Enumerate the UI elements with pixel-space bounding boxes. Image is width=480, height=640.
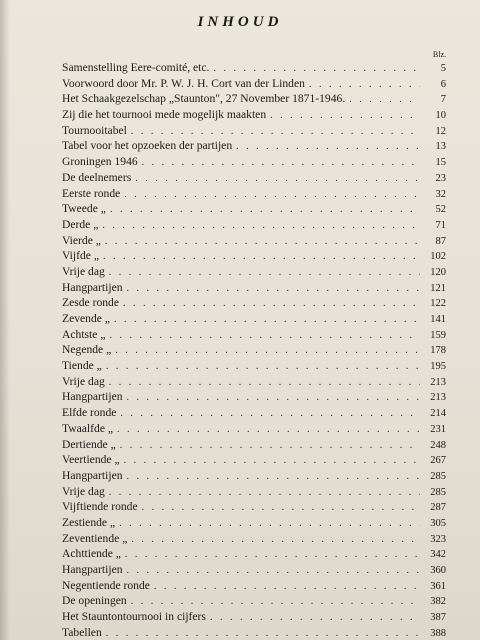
toc-entry-title: Zij die het tournooi mede mogelijk maakten [62,108,267,122]
toc-entry-page: 360 [430,565,446,576]
dot-leader [135,171,420,187]
toc-entry-page: 52 [435,204,446,216]
toc-entry [62,186,446,202]
toc-entry [62,107,446,123]
toc-entry [62,625,446,640]
toc-entry-page: 15 [435,157,446,169]
toc-entry-page: 71 [435,219,446,231]
toc-entry-title: Samenstelling Eere-comité, etc. [62,61,210,74]
toc-entry-page: 7 [440,94,446,106]
toc-entry-page: 122 [430,298,446,310]
dot-leader [142,155,420,171]
toc-entry-title: Het Schaakgezelschap „Staunton", 27 November 1871-1946. [62,92,346,106]
dot-leader [106,626,420,640]
toc-entry-title: Zesde ronde [62,296,119,310]
dot-leader [102,218,420,234]
dot-leader [349,92,420,108]
toc-entry [62,76,446,92]
toc-entry-page: 214 [430,408,446,420]
toc-entry [62,468,446,484]
toc-entry-title: Vierde „ [62,233,101,247]
toc-entry [62,264,446,280]
toc-entry-title: Tiende „ [62,359,102,373]
toc-entry-page: 213 [430,376,446,388]
toc-entry-page: 10 [435,110,446,122]
toc-entry-title: Twaalfde „ [62,421,114,435]
dot-leader [103,249,420,265]
dot-leader [127,390,420,406]
toc-entry-page: 388 [430,627,446,639]
toc-entry [62,91,446,107]
toc-entry-page: 121 [430,282,446,294]
toc-entry-title: Hangpartijen [62,563,123,576]
toc-entry-title: Het Stauntontournooi in cijfers [62,610,206,624]
toc-entry-page: 285 [430,486,446,498]
toc-entry-title: Vrije dag [62,374,105,388]
toc-entry [62,499,446,515]
toc-entry [62,484,446,500]
toc-entry [62,421,446,437]
toc-entry [62,123,446,139]
toc-entry-title: Vijftiende ronde [62,500,138,514]
toc-entry [62,405,446,421]
toc-entry [62,248,446,264]
toc-entry-title: Hangpartijen [62,390,123,404]
toc-entry-title: Negentiende ronde [62,578,150,592]
toc-entry-title: Eerste ronde [62,186,121,200]
toc-entry-title: Negende „ [62,343,112,357]
table-of-contents [62,60,446,640]
toc-entry-page: 305 [430,517,446,529]
dot-leader [270,108,420,124]
toc-entry-page: 248 [430,439,446,451]
dot-leader [127,469,420,485]
dot-leader [120,438,420,454]
toc-entry [62,593,446,609]
toc-entry-title: Hangpartijen [62,280,123,294]
toc-entry-title: Tweede „ [62,202,106,216]
toc-entry [62,531,446,547]
toc-entry [62,280,446,296]
toc-entry [62,609,446,625]
dot-leader [154,579,420,595]
toc-entry-page: 213 [430,392,446,404]
toc-entry-page: 23 [435,172,446,184]
toc-entry-title: Tabellen [62,625,102,639]
toc-entry-page: 102 [430,251,446,263]
toc-entry [62,546,446,562]
toc-entry [62,295,446,311]
dot-leader [114,312,420,328]
toc-entry-title: Veertiende „ [62,453,120,467]
dot-leader [142,500,420,516]
toc-entry [62,233,446,249]
toc-entry-page: 12 [435,125,446,137]
toc-entry [62,311,446,327]
toc-entry-page: 13 [435,141,446,153]
toc-entry-page: 159 [430,329,446,341]
toc-entry-title: Vrije dag [62,264,105,278]
dot-leader [117,422,420,438]
dot-leader [125,547,420,563]
toc-entry [62,437,446,453]
dot-leader [127,563,420,579]
toc-entry-page: 32 [435,188,446,200]
toc-entry-page: 382 [430,596,446,608]
toc-entry-page: 342 [430,549,446,561]
toc-entry-title: De openingen [62,594,127,608]
toc-entry [62,358,446,374]
toc-entry [62,562,446,578]
page-title: INHOUD [197,14,283,30]
dot-leader [131,532,420,548]
toc-entry-page: 267 [430,455,446,467]
toc-entry-title: De deelnemers [62,170,132,184]
toc-entry-page: 141 [430,314,446,325]
toc-entry [62,201,446,217]
dot-leader [213,61,420,77]
toc-entry [62,389,446,405]
dot-leader [115,343,420,359]
dot-leader [109,375,420,391]
toc-entry-page: 387 [430,612,446,624]
toc-entry-page: 5 [440,63,446,74]
dot-leader [131,124,420,140]
toc-entry-page: 87 [435,235,446,247]
dot-leader [127,281,420,297]
page-column-header: Blz. [432,50,446,59]
page-edge-shadow [0,0,10,640]
toc-entry-title: Achttiende „ [62,547,121,561]
dot-leader [309,77,420,93]
toc-entry [62,452,446,468]
toc-entry-page: 361 [430,580,446,592]
toc-entry [62,374,446,390]
toc-entry-page: 6 [440,78,446,90]
dot-leader [109,265,420,281]
toc-entry [62,515,446,531]
toc-entry-title: Dertiende „ [62,437,116,451]
toc-entry-title: Hangpartijen [62,468,123,482]
toc-entry-page: 120 [430,266,446,278]
toc-entry-page: 323 [430,533,446,545]
dot-leader [124,453,420,469]
toc-entry-title: Zestiende „ [62,515,116,529]
toc-entry-title: Derde „ [62,217,99,231]
toc-entry-title: Vijfde „ [62,249,99,263]
toc-entry [62,60,446,76]
toc-entry [62,138,446,154]
toc-entry [62,342,446,358]
dot-leader [110,202,420,218]
toc-entry-title: Vrije dag [62,484,105,498]
toc-entry [62,327,446,343]
dot-leader [210,610,420,626]
toc-entry-page: 285 [430,470,446,482]
toc-entry-page: 195 [430,361,446,373]
dot-leader [105,234,420,250]
toc-entry-title: Achtste „ [62,327,106,341]
dot-leader [109,328,420,344]
dot-leader [123,296,420,312]
toc-entry-page: 287 [430,502,446,514]
toc-entry [62,154,446,170]
toc-entry-title: Voorwoord door Mr. P. W. J. H. Cort van der Linden [62,76,305,90]
dot-leader [131,594,420,610]
dot-leader [106,359,420,375]
toc-entry [62,578,446,594]
toc-entry [62,170,446,186]
toc-entry-title: Groningen 1946 [62,155,138,169]
dot-leader [236,139,420,155]
dot-leader [109,485,420,501]
toc-entry-title: Elfde ronde [62,406,117,420]
toc-entry-title: Tabel voor het opzoeken der partijen [62,139,233,153]
toc-entry-title: Zeventiende „ [62,531,128,545]
toc-entry [62,217,446,233]
dot-leader [120,406,420,422]
dot-leader [119,516,420,532]
toc-entry-page: 178 [430,345,446,357]
toc-entry-title: Zevende „ [62,312,110,325]
dot-leader [124,187,420,203]
toc-entry-page: 231 [430,423,446,435]
toc-entry-title: Tournooitabel [62,123,127,137]
